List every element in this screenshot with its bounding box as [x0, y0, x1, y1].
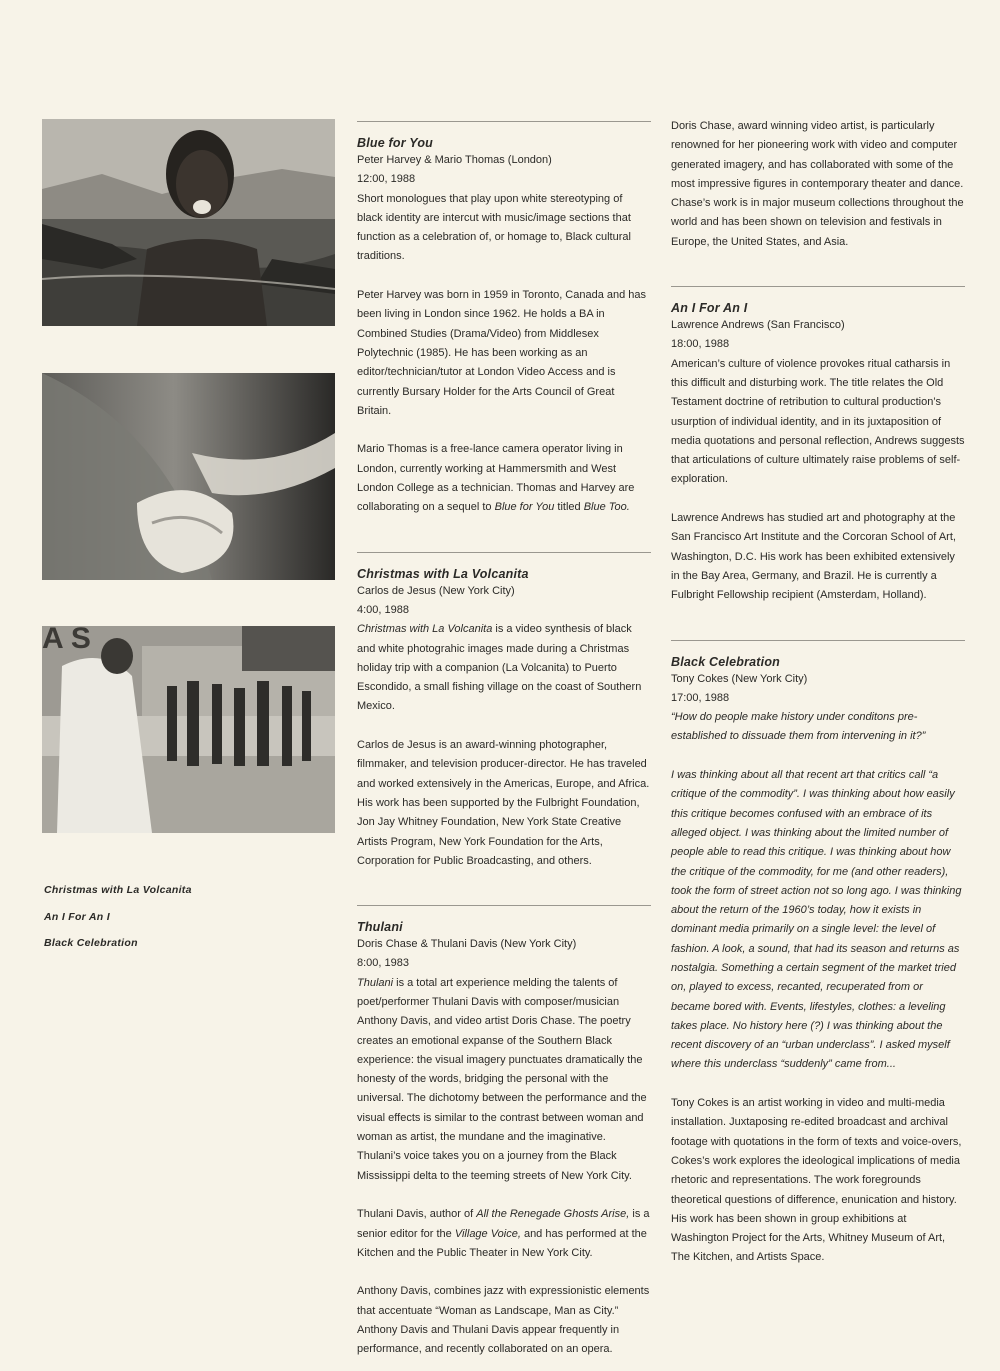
entry-title: Christmas with La Volcanita — [357, 566, 529, 581]
entry-duration: 12:00, 1988 — [357, 173, 416, 186]
entry-bio: Anthony Davis, combines jazz with expressionistic elements that accentuate “Woman as Landscape, Man as City.” Anthony Davis and Thulani Davis appear frequently in performance, and recently collaborated on an opera. — [357, 1285, 650, 1356]
caption-christmas: Christmas with La Volcanita — [44, 884, 192, 896]
entry-quote: “How do people make history under conditons pre-established to dissuade them from intervening in it?” — [671, 711, 926, 743]
entry-bio: Mario Thomas is a free-lance camera operator living in London, currently working at Hammersmith and West London College as a technician. Thomas and Harvey are collaborating on a sequel to Blue for You titled Blue Too. — [357, 443, 635, 514]
entry-credit: Carlos de Jesus (New York City) — [357, 584, 515, 597]
entry-credit: Lawrence Andrews (San Francisco) — [671, 319, 845, 332]
entry-description: American’s culture of violence provokes ritual catharsis in this difficult and disturbing work. The title relates the Old Testament doctrine of retribution to cultural production’s usurption of individual identity, and in its juxtaposition of media quotations and personal reflection, Andrews suggests that articulations of culture ultimately raise problems of self-exploration. — [671, 357, 965, 486]
caption-black-celebration: Black Celebration — [44, 937, 138, 949]
divider — [357, 552, 651, 553]
photo-blurred-fist — [42, 373, 335, 580]
entry-credit: Doris Chase & Thulani Davis (New York City) — [357, 938, 577, 951]
entry-description: Thulani is a total art experience melding the talents of poet/performer Thulani Davis with composer/musician Anthony Davis, and video artist Doris Chase. The poetry creates an emotional expanse of the Southern Black experience: the visual imagery punctuates dramatically the honesty of the words, bridging the personal with the universal. The dichotomy between the performance and the visual effects is similar to the contrast between woman and woman as artist, the mundane and the imaginative. Thulani’s voice takes you on a journey from the Black Mississippi delta to the teeming streets of New York City. — [357, 976, 647, 1182]
column-right — [671, 117, 965, 1268]
entry-bio: Lawrence Andrews has studied art and photography at the San Francisco Art Institute and the Corcoran School of Art, Washington, D.C. His work has been exhibited extensively in the Bay Area, Germany, and Brazil. He is currently a Fulbright Fellowship recipient (Amsterdam, Holland). — [671, 512, 956, 602]
entry-duration: 18:00, 1988 — [671, 338, 730, 351]
entry-credit: Tony Cokes (New York City) — [671, 672, 808, 685]
entry-description: Short monologues that play upon white stereotyping of black identity are intercut with music/image sections that function as a celebration of, or homage to, Black cultural traditions. — [357, 192, 631, 263]
svg-text:A S: A S — [42, 626, 91, 655]
entry-description: Christmas with La Volcanita is a video synthesis of black and white photograhic images made during a Christmas holiday trip with a companion (La Volcanita) to Puerto Escondido, a small fishing village on the coast of Southern Mexico. — [357, 623, 642, 713]
entry-title: Blue for You — [357, 136, 434, 150]
entry-title: An I For An I — [671, 301, 748, 316]
entry-title: Thulani — [357, 920, 403, 935]
caption-an-i-for-an-i: An I For An I — [44, 910, 110, 923]
entry-statement: I was thinking about all that recent art that critics call “a critique of the commodity”. I was thinking about how easily this critique becomes confused with an embrace of its alleged object. I was thinking about the limited number of people able to read this critique. I was thinking about how the critique of the commodity, for me (and other readers), took the form of street action not so long ago. I was thinking about the return of the 1960’s today, how it exists in dominant media primarily on a single level: the level of fashion. A look, a sound, that had its season and returns as nostalgia. Something a certain segment of the market tried on, played to excess, recanted, recuperated from or became bored with. Events, lifestyles, clothes: a leveling takes place. No history here (?) I was thinking about the recent discovery of an “urban underclass”. I asked myself where this underclass “suddenly” came from... — [671, 769, 962, 1071]
entry-duration: 17:00, 1988 — [671, 691, 730, 704]
divider — [357, 905, 651, 906]
photo-street-scene — [42, 626, 335, 833]
entry-title: Black Celebration — [671, 654, 780, 669]
divider — [671, 286, 965, 287]
column-middle — [357, 121, 651, 1360]
entry-duration: 8:00, 1983 — [357, 957, 409, 970]
entry-bio: Peter Harvey was born in 1959 in Toronto, Canada and has been living in London since 1962. He holds a BA in Combined Studies (Drama/Video) from Middlesex Polytechnic (1985). He has been working as an editor/technician/tutor at London Video Access and is currently Bursary Holder for the Arts Council of Great Britain. — [357, 289, 647, 417]
photo-captions — [44, 884, 284, 964]
entry-bio: Carlos de Jesus is an award-winning photographer, filmmaker, and television producer-director. He has traveled and worked extensively in the Americas, Europe, and Africa. His work has been supported by the Fulbright Foundation, Jon Jay Whitney Foundation, New York State Creative Artists Program, New York Foundation for the Arts, Corporation for Public Broadcasting, and others. — [357, 739, 650, 867]
entry-bio: Tony Cokes is an artist working in video and multi-media installation. Juxtaposing re-edited broadcast and archival footage with quotations in the form of texts and voice-overs, Cokes’s work explores the ideological implications of media rhetoric and representations. The work foregrounds theoretical questions of difference, enunication and history. His work has been shown in group exhibitions at Washington Project for the Arts, Whitney Museum of Art, The Kitchen, and Artists Space. — [671, 1097, 962, 1264]
entry-credit: Peter Harvey & Mario Thomas (London) — [357, 154, 552, 166]
entry-bio: Doris Chase, award winning video artist, is particularly renowned for her pioneering work with video and computer generated imagery, and has collaborated with some of the most impressive figures in contemporary theater and dance. Chase’s work is in major museum collections throughout the world and has been shown on television and festivals in Europe, the United States, and Asia. — [671, 120, 964, 248]
divider — [357, 121, 651, 122]
entry-duration: 4:00, 1988 — [357, 603, 409, 616]
photo-woman-in-water — [42, 119, 335, 326]
divider — [671, 640, 965, 641]
entry-bio: Thulani Davis, author of All the Renegade Ghosts Arise, is a senior editor for the Village Voice, and has performed at the Kitchen and the Public Theater in New York City. — [357, 1208, 650, 1259]
